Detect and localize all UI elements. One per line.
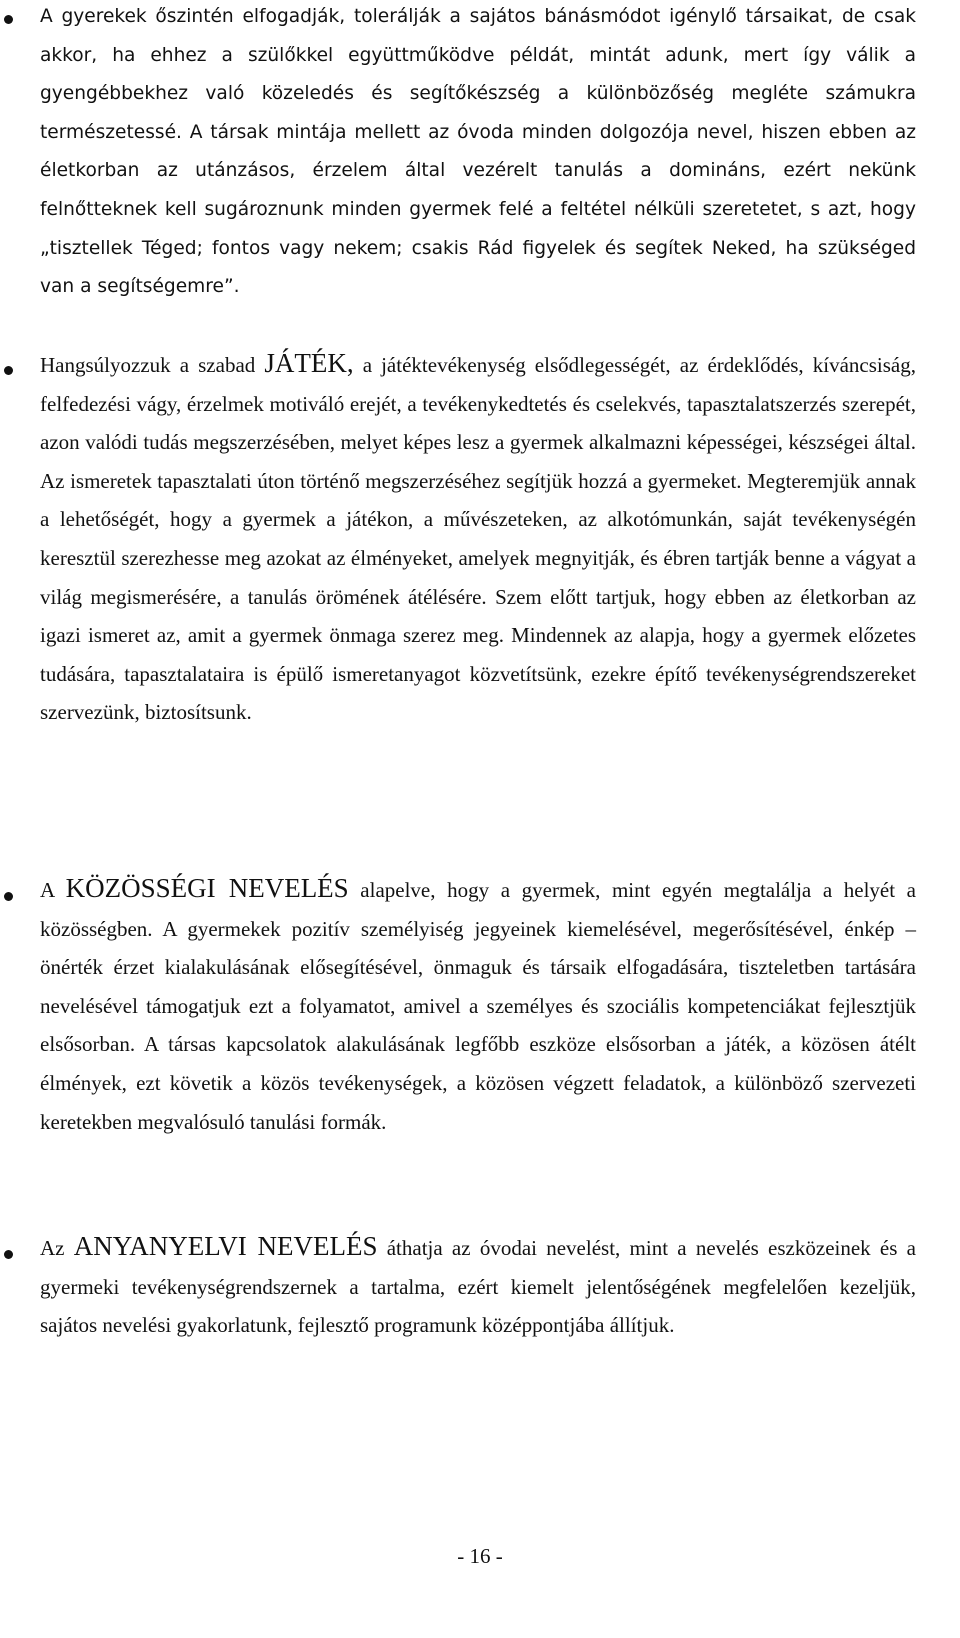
page-number: - 16 -	[457, 1544, 503, 1568]
paragraph	[40, 344, 916, 732]
paragraph	[40, 1227, 916, 1345]
text-run: Hangsúlyozzuk a szabad	[40, 353, 265, 377]
heading-run: JÁTÉK,	[264, 348, 354, 378]
heading-run: KÖZÖSSÉGI NEVELÉS	[65, 873, 349, 903]
text-run: A gyerekek őszintén elfogadják, tolerálják a sajátos bánásmódot igénylő társaikat, de csak akkor, ha ehhez a szülőkkel együttműködve példát, mintát adunk, mert így válik a gyengébbekhez való közeledés és segítőkészség a különbözőség megléte számukra természetessé. A társak mintája mellett az óvoda minden dolgozója nevel, hiszen ebben az életkorban az utánzásos, érzelem által vezérelt tanulás a domináns, ezért nekünk felnőtteknek kell sugároznunk minden gyermek felé a feltétel nélküli szeretetet, s azt, hogy „tisztellek Téged; fontos vagy nekem; csakis Rád figyelek és segítek Neked, ha szükséged van a segítségemre”.	[40, 6, 916, 298]
text-run: A	[40, 878, 66, 902]
paragraph	[40, 0, 916, 307]
bullet-icon	[4, 15, 13, 24]
text-run: áthatja az óvodai nevelést, mint a nevelés eszközeinek és a gyermeki tevékenységrendszernek a tartalma, ezért kiemelt jelentőségének megfelelően kezeljük, sajátos nevelési gyakorlatunk, fejlesztő programunk középpontjába állítjuk.	[40, 1236, 916, 1338]
bullet-icon	[4, 366, 13, 375]
heading-run: ANYANYELVI NEVELÉS	[73, 1231, 378, 1261]
bullet-icon	[4, 1250, 13, 1259]
bullet-icon	[4, 892, 13, 901]
text-run: alapelve, hogy a gyermek, mint egyén megtalálja a helyét a közösségben. A gyermekek pozitív személyiség jegyeinek kiemelésével, megerősítésével, énkép – önérték érzet kialakulásának elősegítésével, önmaguk és társaik elfogadására, tiszteletben tartására nevelésével támogatjuk ezt a folyamatot, amivel a személyes és szociális kompetenciákat fejlesztjük elsősorban. A társas kapcsolatok alakulásának legfőbb eszköze elsősorban a játék, a közösen átélt élmények, ezt követik a közös tevékenységek, a közösen végzett feladatok, a különböző szervezeti keretekben megvalósuló tanulási formák.	[40, 878, 916, 1134]
paragraph	[40, 869, 916, 1141]
text-run: a játéktevékenység elsődlegességét, az érdeklődés, kíváncsiság, felfedezési vágy, érzelmek motiváló erejét, a tevékenykedtetés és cselekvés, tapasztalatszerzés szerepét, azon valódi tudás megszerzésében, melyet képes lesz a gyermek alkalmazni képességei, készségei által. Az ismeretek tapasztalati úton történő megszerzéséhez segítjük hozzá a gyermeket. Megteremjük annak a lehetőségét, hogy a gyermek a játékon, a művészeteken, az alkotómunkán, saját tevékenységén keresztül szerezhesse meg azokat az élményeket, amelyek megnyitják, és ébren tartják benne a vágyat a világ megismerésére, a tanulás örömének átélésére. Szem előtt tartjuk, hogy ebben az életkorban az igazi ismeret az, amit a gyermek önmaga szerez meg. Mindennek az alapja, hogy a gyermek előzetes tudására, tapasztalataira is épülő ismeretanyagot közvetítsünk, ezekre építő tevékenységrendszereket szervezünk, biztosítsunk.	[40, 353, 916, 725]
text-run: Az	[40, 1236, 74, 1260]
